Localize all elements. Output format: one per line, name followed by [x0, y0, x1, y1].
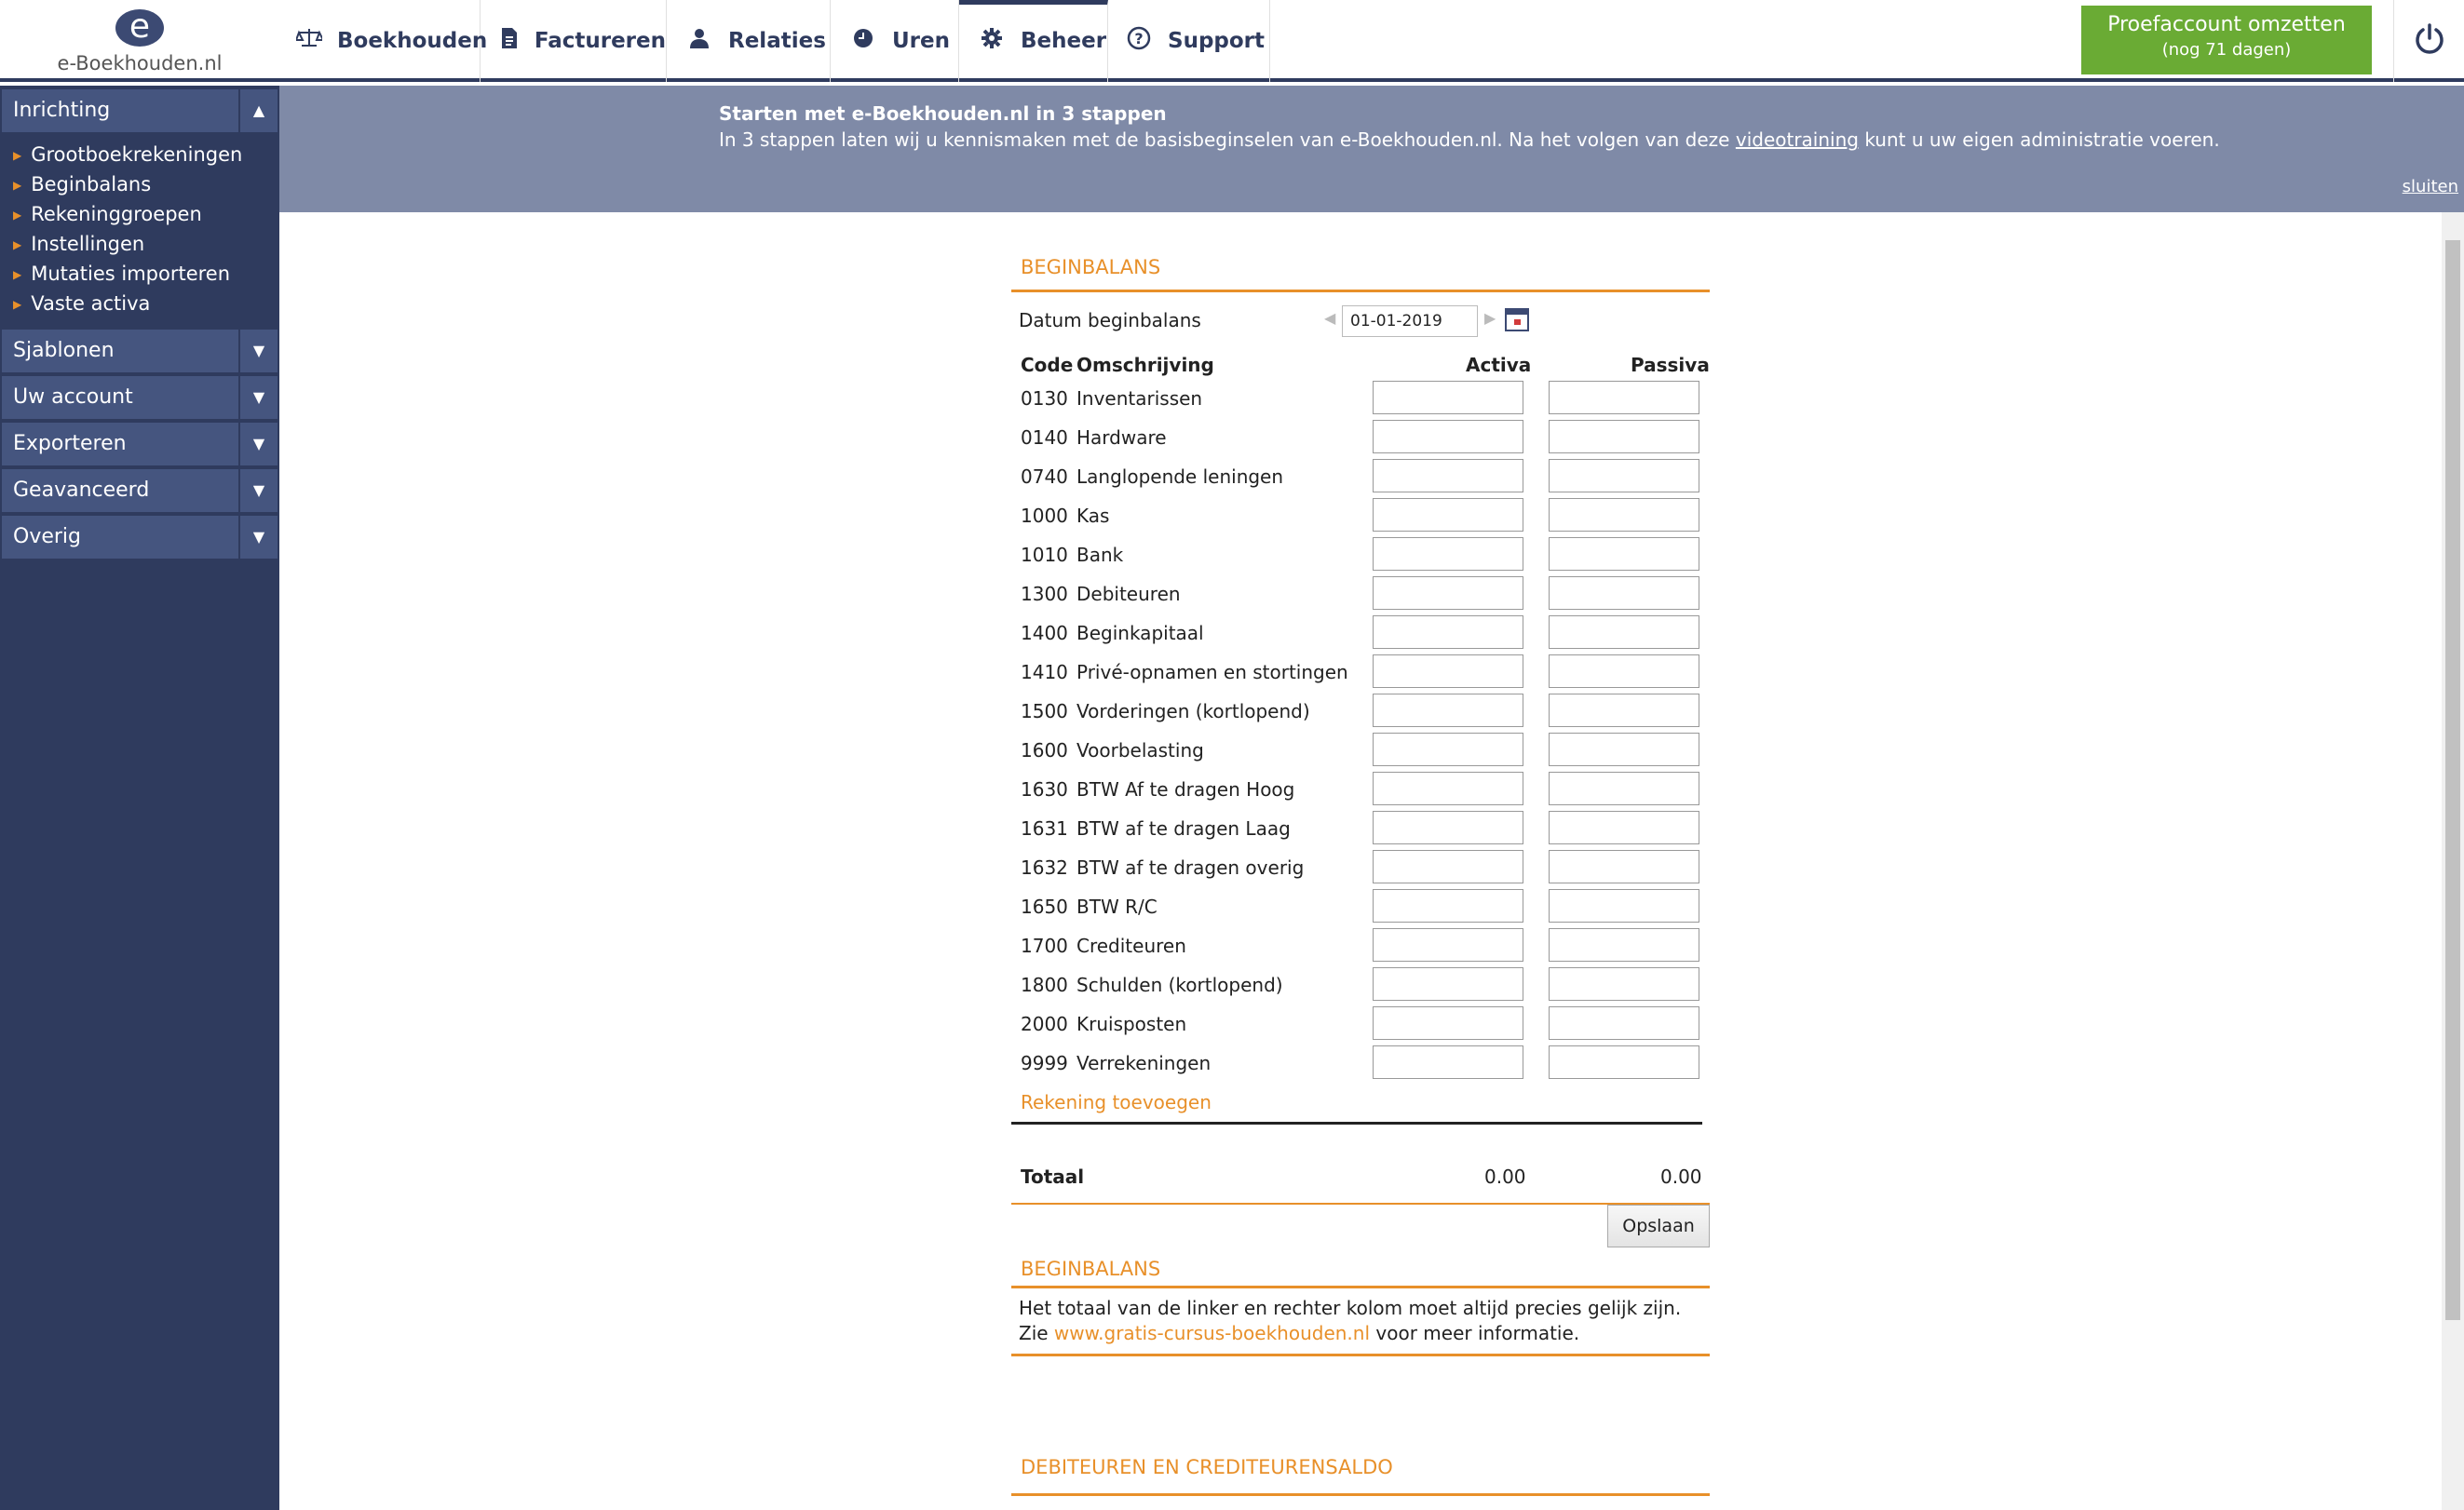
section-label: Sjablonen: [13, 339, 115, 362]
banner-text-after: kunt u uw eigen administratie voeren.: [1858, 128, 2220, 151]
passiva-input[interactable]: [1549, 1006, 1699, 1040]
passiva-input[interactable]: [1549, 420, 1699, 453]
activa-input[interactable]: [1373, 889, 1523, 923]
intro-banner: [279, 86, 2464, 212]
account-description: Privé-opnamen en stortingen: [1076, 661, 1348, 683]
nav-label: Relaties: [728, 29, 826, 53]
activa-input[interactable]: [1373, 537, 1523, 571]
person-icon: [685, 27, 713, 55]
account-code: 1000: [1021, 505, 1068, 527]
section-label: Overig: [13, 525, 81, 548]
account-description: Bank: [1076, 544, 1124, 566]
info-text: [1011, 1288, 1710, 1356]
table-row: [1011, 771, 1710, 810]
sidebar-item-grootboekrekeningen[interactable]: [13, 140, 279, 169]
cursus-link[interactable]: www.gratis-cursus-boekhouden.nl: [1053, 1322, 1371, 1344]
account-code: 1500: [1021, 700, 1068, 722]
account-code: 1632: [1021, 856, 1068, 879]
scrollbar-thumb[interactable]: [2445, 240, 2460, 1320]
nav-label: Uren: [892, 29, 950, 53]
sidebar-item-label: Rekeninggroepen: [31, 203, 202, 225]
account-description: Schulden (kortlopend): [1076, 974, 1283, 996]
passiva-input[interactable]: [1549, 381, 1699, 414]
nav-factureren[interactable]: [481, 0, 667, 82]
nav-label: Support: [1168, 29, 1266, 53]
nav-uren[interactable]: [831, 0, 959, 82]
passiva-input[interactable]: [1549, 576, 1699, 610]
nav-relaties[interactable]: [667, 0, 831, 82]
activa-input[interactable]: [1373, 928, 1523, 962]
passiva-input[interactable]: [1549, 889, 1699, 923]
table-row: [1011, 1045, 1710, 1084]
section-label: Exporteren: [13, 432, 127, 455]
upgrade-days-left: (nog 71 dagen): [2161, 40, 2292, 60]
account-description: Hardware: [1076, 426, 1167, 449]
passiva-input[interactable]: [1549, 967, 1699, 1001]
table-row: [1011, 927, 1710, 966]
total-label: Totaal: [1021, 1166, 1085, 1188]
nav-boekhouden[interactable]: [279, 0, 488, 82]
nav-label: Boekhouden: [337, 29, 488, 53]
account-code: 1600: [1021, 739, 1068, 762]
total-row: [1011, 1125, 1710, 1205]
sidebar-item-label: Beginbalans: [31, 173, 152, 195]
top-bar: [0, 0, 2464, 82]
col-activa: Activa: [1466, 354, 1532, 376]
upgrade-account-button[interactable]: [2081, 6, 2372, 74]
section-heading-info: [1011, 1255, 1710, 1288]
sidebar-item-mutaties-importeren[interactable]: [13, 259, 279, 289]
nav-label: Factureren: [534, 29, 666, 53]
account-description: Crediteuren: [1076, 935, 1186, 957]
account-description: Kas: [1076, 505, 1110, 527]
account-code: 1410: [1021, 661, 1068, 683]
bullet-arrow-icon: ▶: [13, 298, 22, 311]
passiva-input[interactable]: [1549, 537, 1699, 571]
sidebar-section-sjablonen[interactable]: [2, 330, 278, 372]
banner-title: Starten met e-Boekhouden.nl in 3 stappen: [719, 102, 1167, 125]
sidebar-section-overig[interactable]: [2, 516, 278, 559]
add-account-link[interactable]: Rekening toevoegen: [1021, 1091, 1212, 1113]
videotraining-link[interactable]: videotraining: [1735, 128, 1859, 151]
activa-input[interactable]: [1373, 850, 1523, 883]
scrollbar[interactable]: [2442, 212, 2464, 1510]
account-code: 1010: [1021, 544, 1068, 566]
activa-input[interactable]: [1373, 811, 1523, 844]
total-activa: 0.00: [1484, 1166, 1526, 1188]
account-rows: [1011, 380, 1710, 1084]
logout-button[interactable]: [2393, 0, 2464, 82]
account-description: BTW af te dragen overig: [1076, 856, 1305, 879]
sidebar-item-label: Mutaties importeren: [31, 263, 231, 285]
account-description: Voorbelasting: [1076, 739, 1204, 762]
table-row: [1011, 1005, 1710, 1045]
chevron-up-icon[interactable]: ▲: [238, 89, 278, 132]
prev-date-arrow-icon[interactable]: ◀: [1324, 309, 1336, 327]
logo-text: e-Boekhouden.nl: [57, 52, 223, 74]
passiva-input[interactable]: [1549, 733, 1699, 766]
account-description: Inventarissen: [1076, 387, 1203, 410]
account-code: 1630: [1021, 778, 1068, 801]
sidebar-item-instellingen[interactable]: [13, 229, 279, 259]
account-description: Beginkapitaal: [1076, 622, 1204, 644]
account-code: 1631: [1021, 817, 1068, 840]
sidebar-section-uw-account[interactable]: [2, 376, 278, 419]
clock-icon: [849, 28, 877, 54]
table-row: [1011, 536, 1710, 575]
main-content: [1011, 212, 1710, 1496]
col-passiva: Passiva: [1631, 354, 1710, 376]
chevron-down-icon[interactable]: ▼: [238, 330, 278, 372]
account-description: BTW R/C: [1076, 896, 1158, 918]
account-description: Vorderingen (kortlopend): [1076, 700, 1310, 722]
sidebar-section-geavanceerd[interactable]: [2, 469, 278, 512]
account-code: 1400: [1021, 622, 1068, 644]
section-label: Uw account: [13, 385, 133, 409]
logo-mark: e: [115, 9, 164, 47]
table-row: [1011, 888, 1710, 927]
table-row: [1011, 810, 1710, 849]
info-text-after: voor meer informatie.: [1370, 1322, 1580, 1344]
account-code: 2000: [1021, 1013, 1068, 1035]
question-icon: [1125, 26, 1153, 56]
sidebar-item-label: Vaste activa: [31, 292, 151, 315]
section-label: Geavanceerd: [13, 479, 150, 502]
account-code: 1300: [1021, 583, 1068, 605]
document-icon: [499, 27, 520, 55]
col-code: Code: [1021, 354, 1074, 376]
bullet-arrow-icon: ▶: [13, 149, 22, 162]
gear-icon: [978, 27, 1006, 55]
date-row: [1011, 292, 1710, 344]
activa-input[interactable]: [1373, 420, 1523, 453]
passiva-input[interactable]: [1549, 1045, 1699, 1079]
activa-input[interactable]: [1373, 1006, 1523, 1040]
sidebar: [0, 86, 279, 1510]
account-code: 0740: [1021, 465, 1068, 488]
table-row: [1011, 497, 1710, 536]
activa-input[interactable]: [1373, 654, 1523, 688]
upgrade-label: Proefaccount omzetten: [2107, 13, 2346, 36]
passiva-input[interactable]: [1549, 928, 1699, 962]
account-description: Verrekeningen: [1076, 1052, 1212, 1074]
power-icon: [2413, 22, 2446, 60]
nav-label: Beheer: [1021, 29, 1107, 53]
sidebar-item-rekeninggroepen[interactable]: [13, 199, 279, 229]
sidebar-section-exporteren[interactable]: [2, 423, 278, 465]
section-heading-beginbalans: [1011, 212, 1710, 292]
account-description: Kruisposten: [1076, 1013, 1187, 1035]
account-code: 1700: [1021, 935, 1068, 957]
table-row: [1011, 458, 1710, 497]
save-button[interactable]: Opslaan: [1607, 1205, 1710, 1247]
passiva-input[interactable]: [1549, 654, 1699, 688]
activa-input[interactable]: [1373, 498, 1523, 532]
bullet-arrow-icon: ▶: [13, 179, 22, 192]
banner-text: [719, 128, 2220, 151]
heading-text: BEGINBALANS: [1021, 1258, 1161, 1280]
account-code: 0130: [1021, 387, 1068, 410]
heading-text: BEGINBALANS: [1021, 256, 1161, 278]
table-row: [1011, 849, 1710, 888]
section-label: Inrichting: [13, 99, 111, 122]
table-row: [1011, 575, 1710, 614]
passiva-input[interactable]: [1549, 615, 1699, 649]
table-row: [1011, 614, 1710, 654]
table-row: [1011, 966, 1710, 1005]
table-row: [1011, 732, 1710, 771]
passiva-input[interactable]: [1549, 772, 1699, 805]
chevron-down-icon[interactable]: ▼: [238, 516, 278, 559]
bullet-arrow-icon: ▶: [13, 209, 22, 222]
activa-input[interactable]: [1373, 772, 1523, 805]
activa-input[interactable]: [1373, 967, 1523, 1001]
passiva-input[interactable]: [1549, 498, 1699, 532]
sidebar-section-inrichting[interactable]: [2, 89, 278, 132]
passiva-input[interactable]: [1549, 694, 1699, 727]
heading-text: DEBITEUREN EN CREDITEURENSALDO: [1021, 1456, 1393, 1478]
account-code: 1650: [1021, 896, 1068, 918]
calendar-icon[interactable]: [1505, 305, 1531, 333]
account-code: 1800: [1021, 974, 1068, 996]
table-row: [1011, 419, 1710, 458]
table-row: [1011, 654, 1710, 693]
total-passiva: 0.00: [1660, 1166, 1702, 1188]
section-heading-debiteuren: [1011, 1356, 1710, 1496]
chevron-down-icon[interactable]: ▼: [238, 469, 278, 512]
add-account-row: [1011, 1084, 1702, 1125]
account-description: BTW Af te dragen Hoog: [1076, 778, 1295, 801]
nav-beheer[interactable]: [959, 0, 1108, 82]
account-description: Langlopende leningen: [1076, 465, 1284, 488]
info-text-before: Het totaal van de linker en rechter kolom moet altijd precies gelijk zijn. Zie: [1019, 1297, 1682, 1344]
next-date-arrow-icon[interactable]: ▶: [1484, 309, 1496, 327]
passiva-input[interactable]: [1549, 811, 1699, 844]
banner-close-link[interactable]: sluiten: [2402, 177, 2458, 196]
activa-input[interactable]: [1373, 733, 1523, 766]
sidebar-item-label: Grootboekrekeningen: [31, 143, 243, 166]
sidebar-item-vaste-activa[interactable]: [13, 289, 279, 318]
activa-input[interactable]: [1373, 459, 1523, 492]
account-description: BTW af te dragen Laag: [1076, 817, 1291, 840]
account-description: Debiteuren: [1076, 583, 1181, 605]
scale-icon: [296, 27, 322, 55]
date-label: Datum beginbalans: [1019, 309, 1201, 331]
activa-input[interactable]: [1373, 576, 1523, 610]
sidebar-item-beginbalans[interactable]: [13, 169, 279, 199]
sidebar-submenu: [0, 136, 279, 326]
bullet-arrow-icon: ▶: [13, 268, 22, 281]
activa-input[interactable]: [1373, 381, 1523, 414]
passiva-input[interactable]: [1549, 459, 1699, 492]
sidebar-item-label: Instellingen: [31, 233, 145, 255]
nav-support[interactable]: [1108, 0, 1270, 82]
banner-text-before: In 3 stappen laten wij u kennismaken met de basisbeginselen van e-Boekhouden.nl. Na het volgen van deze: [719, 128, 1736, 151]
activa-input[interactable]: [1373, 694, 1523, 727]
bullet-arrow-icon: ▶: [13, 238, 22, 251]
col-description: Omschrijving: [1076, 354, 1214, 376]
table-row: [1011, 693, 1710, 732]
save-row: [1011, 1205, 1710, 1255]
logo[interactable]: [0, 0, 279, 82]
chevron-down-icon[interactable]: ▼: [238, 423, 278, 465]
table-row: [1011, 380, 1710, 419]
account-code: 9999: [1021, 1052, 1068, 1074]
table-header: [1011, 344, 1710, 380]
passiva-input[interactable]: [1549, 850, 1699, 883]
activa-input[interactable]: [1373, 615, 1523, 649]
svg-text:?: ?: [1134, 30, 1144, 47]
chevron-down-icon[interactable]: ▼: [238, 376, 278, 419]
account-code: 0140: [1021, 426, 1068, 449]
activa-input[interactable]: [1373, 1045, 1523, 1079]
date-input[interactable]: 01-01-2019: [1342, 305, 1478, 337]
